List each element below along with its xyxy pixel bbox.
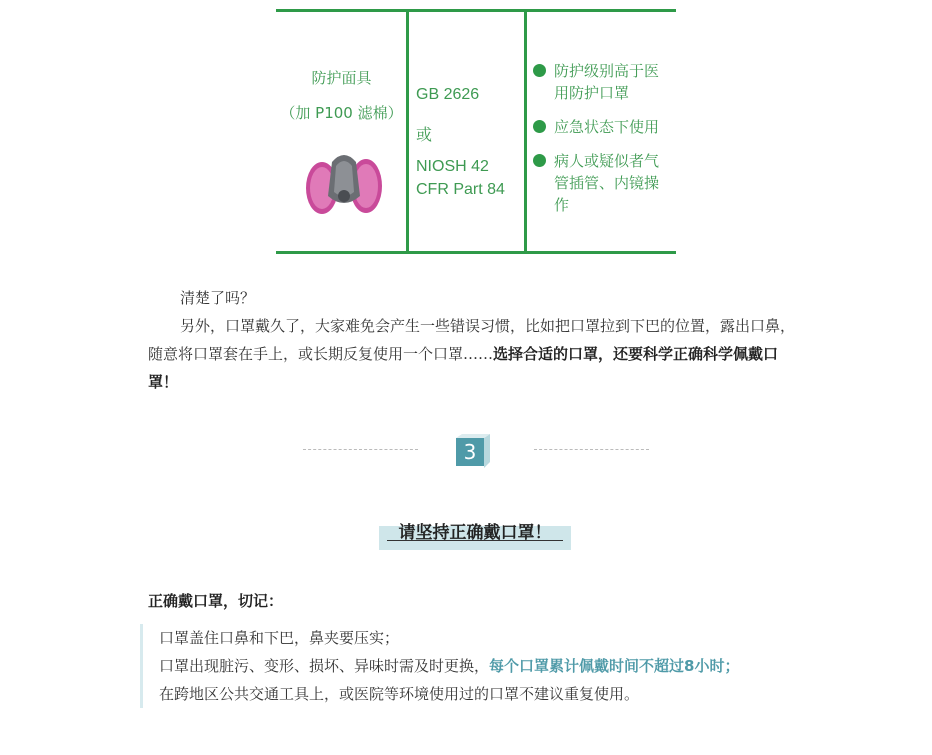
- respirator-mask-image: [304, 144, 384, 220]
- standard-niosh: NIOSH 42: [416, 158, 489, 175]
- usage-text: 病人或疑似者气管插管、内镜操作: [554, 152, 660, 214]
- tip-item: [159, 652, 819, 680]
- tip-text: 口罩出现脏污、变形、损坏、异味时需及时更换，: [159, 657, 490, 675]
- intro-emphasis: 选择合适的口罩，还要科学正确科学佩戴口罩！: [148, 345, 779, 391]
- tip-item: 口罩盖住口鼻和下巴，鼻夹要压实；: [159, 629, 400, 647]
- usage-text: 防护级别高于医用防护口罩: [554, 62, 660, 102]
- product-filter: （加 P100 滤棉）: [280, 104, 403, 122]
- usage-item: [533, 60, 673, 104]
- usage-cell: [533, 60, 673, 228]
- table-divider: [524, 9, 527, 254]
- tips-heading: 正确戴口罩，切记：: [148, 592, 284, 610]
- standard-cfr: CFR Part 84: [416, 181, 505, 198]
- intro-body: 另外，口罩戴久了，大家难免会产生一些错误习惯，比如把口罩拉到下巴的位置，露出口鼻，随意将口罩套在手上，或长期反复使用一个口罩……: [148, 317, 796, 363]
- tip-highlight: 每个口罩累计佩戴时间不超过8小时；: [489, 657, 740, 675]
- section-number: 3: [456, 438, 484, 466]
- product-cell: [276, 12, 407, 251]
- tips-quote-block: [140, 624, 819, 708]
- bullet-icon: [533, 154, 546, 167]
- bullet-icon: [533, 120, 546, 133]
- usage-text: 应急状态下使用: [554, 118, 660, 136]
- section-heading: [379, 518, 571, 548]
- standard-or: 或: [416, 127, 433, 144]
- standard-gb: GB 2626: [416, 86, 480, 103]
- product-name: 防护面具: [311, 69, 372, 87]
- usage-item: [533, 116, 673, 138]
- intro-question: 清楚了吗？: [180, 289, 256, 307]
- divider-right: [534, 449, 649, 450]
- section-title: 请坚持正确戴口罩！: [398, 523, 552, 543]
- usage-item: [533, 150, 673, 216]
- tip-item: 在跨地区公共交通工具上，或医院等环境使用过的口罩不建议重复使用。: [159, 685, 640, 703]
- bullet-icon: [533, 64, 546, 77]
- intro-paragraph: [148, 312, 808, 396]
- mask-spec-table: [276, 9, 676, 254]
- divider-left: [303, 449, 418, 450]
